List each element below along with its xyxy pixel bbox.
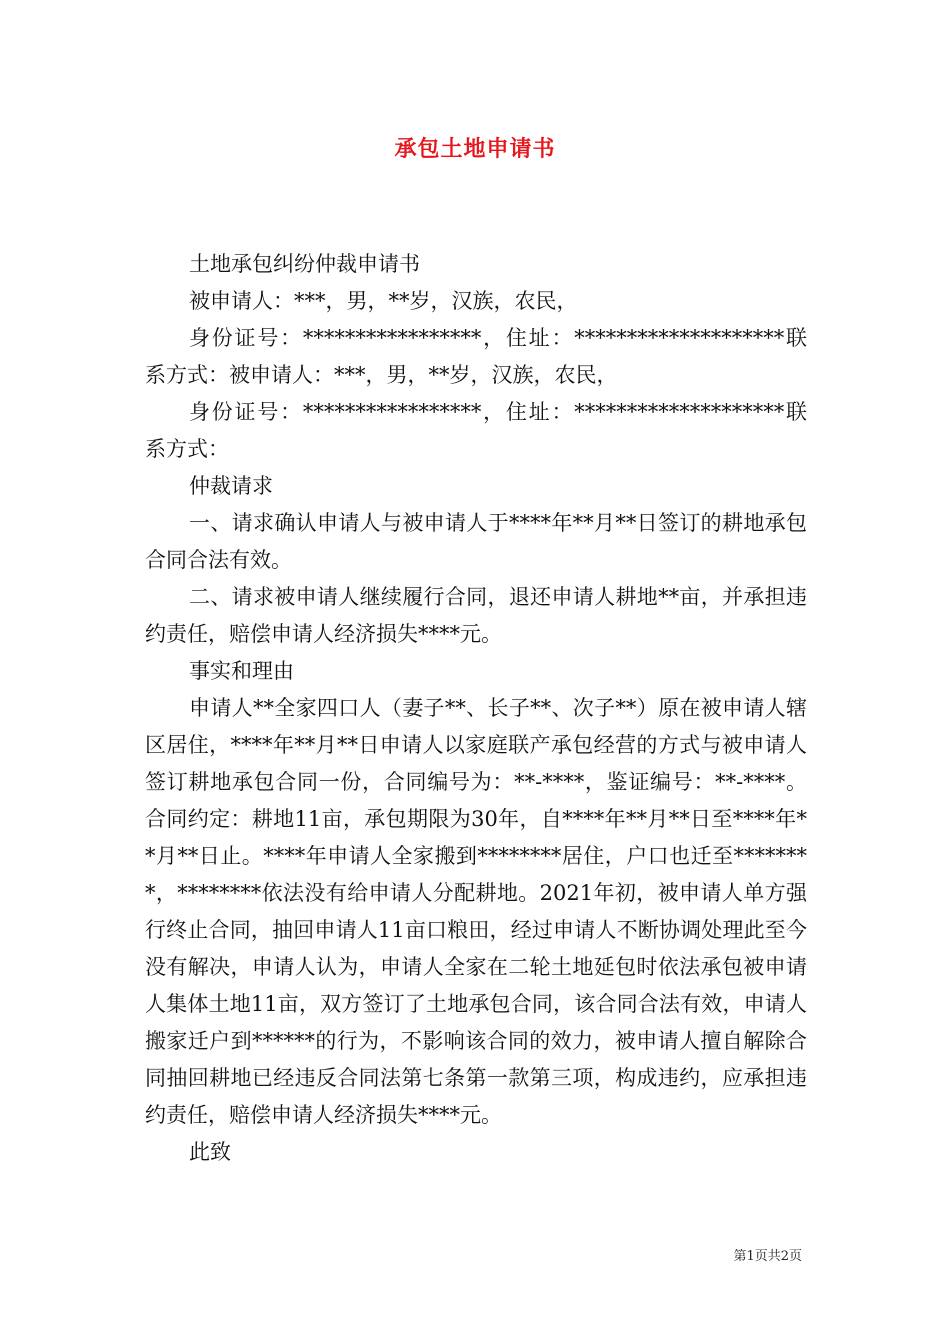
paragraph-respondent-1: 被申请人：***，男，**岁，汉族，农民， [189,289,578,313]
paragraph-request-2: 二、请求被申请人继续履行合同，退还申请人耕地**亩，并承担违约责任，赔偿申请人经济损失****元。 [145,585,807,646]
paragraph-heading: 土地承包纠纷仲裁申请书 [189,252,420,276]
page-indicator: 第1页共2页 [733,1249,802,1264]
document-title: 承包土地申请书 [394,136,556,162]
section-heading-facts: 事实和理由 [189,659,294,683]
paragraph-request-1: 一、请求确认申请人与被申请人于****年**月**日签订的耕地承包合同合法有效。 [145,511,807,572]
paragraph-facts: 申请人**全家四口人（妻子**、长子**、次子**）原在被申请人辖区居住，****年**月**日申请人以家庭联产承包经营的方式与被申请人签订耕地承包合同一份，合同编号为：**-****，鉴证编号：**-****。合同约定：耕地11亩，承包期限为30年，自****年**月**日至****年**月**日止。****年申请人全家搬到********居住，户口也迁至********，********依法没有给申请人分配耕地。2021年初，被申请人单方强行终止合同，抽回申请人11亩口粮田，经过申请人不断协调处理此至今没有解决，申请人认为，申请人全家在二轮土地延包时依法承包被申请人集体土地11亩，双方签订了土地承包合同，该合同合法有效，申请人搬家迁户到******的行为，不影响该合同的效力，被申请人擅自解除合同抽回耕地已经违反合同法第七条第一款第三项，构成违约，应承担违约责任，赔偿申请人经济损失****元。 [145,696,807,1127]
document-body [145,246,807,1171]
paragraph-id-address-2: 身份证号：*****************，住址：********************联系方式： [145,400,807,461]
section-heading-requests: 仲裁请求 [189,474,273,498]
paragraph-closing: 此致 [189,1140,231,1164]
paragraph-id-address-1: 身份证号：*****************，住址：********************联系方式：被申请人：***，男，**岁，汉族，农民， [145,326,807,387]
